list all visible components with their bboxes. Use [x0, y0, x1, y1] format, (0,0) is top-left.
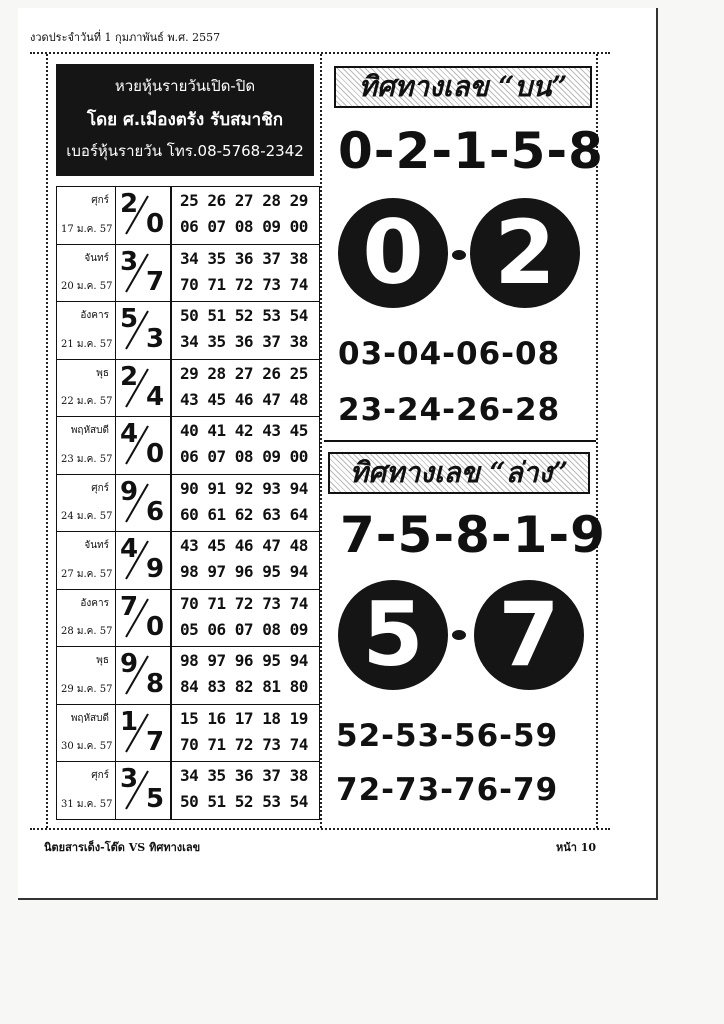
result-top-digit: 7 — [120, 591, 139, 622]
date-label: 30 ม.ค. 57 — [61, 741, 113, 752]
result-bottom-digit: 9 — [146, 554, 165, 584]
number-sets — [172, 532, 319, 589]
bottom-number-set: 70 71 72 73 74 — [180, 734, 308, 754]
result-pair — [116, 187, 172, 244]
date-label: 27 ม.ค. 57 — [61, 568, 113, 580]
top-number-set: 43 45 46 47 48 — [180, 536, 308, 555]
number-sets — [172, 762, 319, 819]
day-cell — [57, 475, 116, 532]
day-cell — [57, 302, 116, 359]
day-name: ศุกร์ — [91, 770, 109, 781]
banner-line-3: เบอร์หุ้นรายวัน โทร.08-5768-2342 — [66, 142, 304, 160]
result-top-digit: 3 — [120, 246, 139, 277]
bottom-number-set: 60 61 62 63 64 — [180, 504, 308, 524]
day-name: พุธ — [96, 367, 109, 379]
number-sets — [172, 245, 319, 302]
number-sets — [172, 647, 319, 704]
result-top-digit: 9 — [120, 476, 139, 507]
table-row — [57, 360, 319, 418]
number-sets — [172, 302, 319, 359]
top-number-set: 29 28 27 26 25 — [180, 363, 308, 383]
result-bottom-digit: 5 — [146, 784, 165, 814]
day-name: อังคาร — [80, 597, 109, 609]
upper-circle-left: 0 — [338, 198, 448, 308]
date-label: 22 ม.ค. 57 — [61, 396, 113, 407]
bottom-number-set: 43 45 46 47 48 — [180, 389, 308, 409]
number-sets — [172, 417, 319, 474]
lower-connector-dot — [452, 630, 466, 640]
result-top-digit: 9 — [120, 649, 139, 679]
top-number-set: 15 16 17 18 19 — [180, 708, 308, 728]
day-name: ศุกร์ — [91, 482, 109, 494]
footer-page-number: หน้า 10 — [556, 841, 597, 854]
result-pair — [116, 647, 172, 704]
table-row — [57, 475, 319, 533]
top-number-set: 34 35 36 37 38 — [180, 248, 308, 268]
number-sets — [172, 705, 319, 762]
day-cell — [57, 532, 116, 589]
result-bottom-digit: 3 — [146, 324, 165, 354]
result-bottom-digit: 0 — [146, 611, 165, 642]
lower-set-2: 72-73-76-79 — [336, 772, 559, 808]
footer-magazine: นิตยสารเด็ง-โต๊ด VS ทิศทางเลข — [44, 841, 201, 854]
lower-title: ทิศทางเลข “ล่าง” — [328, 452, 590, 494]
table-row — [57, 590, 319, 648]
bottom-number-set: 98 97 96 95 94 — [180, 562, 308, 581]
result-top-digit: 4 — [120, 534, 139, 564]
date-label: 17 ม.ค. 57 — [61, 223, 113, 235]
banner-line-2: โดย ศ.เมืองตรัง รับสมาชิก — [86, 110, 284, 130]
table-row — [57, 762, 319, 819]
day-cell — [57, 360, 116, 417]
upper-set-2: 23-24-26-28 — [338, 392, 561, 428]
promo-banner — [56, 64, 314, 176]
result-bottom-digit: 0 — [146, 439, 165, 469]
date-label: 23 ม.ค. 57 — [61, 453, 113, 465]
date-label: 21 ม.ค. 57 — [61, 338, 113, 350]
bottom-dotted-rule — [30, 828, 610, 830]
lower-sequence: 7-5-8-1-9 — [340, 506, 606, 564]
table-row — [57, 705, 319, 763]
upper-circle-right: 2 — [470, 198, 580, 308]
upper-title: ทิศทางเลข “บน” — [334, 66, 592, 108]
day-cell — [57, 417, 116, 474]
date-label: 20 ม.ค. 57 — [61, 281, 113, 292]
center-dotted-border — [320, 54, 322, 828]
issue-header: งวดประจำวันที่ 1 กุมภาพันธ์ พ.ศ. 2557 — [30, 31, 221, 44]
table-row — [57, 187, 319, 245]
day-name: พุธ — [96, 655, 109, 666]
result-top-digit: 5 — [120, 304, 139, 334]
day-name: จันทร์ — [84, 252, 109, 264]
bottom-number-set: 84 83 82 81 80 — [180, 677, 308, 696]
top-number-set: 70 71 72 73 74 — [180, 593, 308, 613]
day-name: จันทร์ — [84, 540, 109, 551]
result-pair — [116, 532, 172, 589]
result-bottom-digit: 4 — [146, 381, 165, 412]
result-top-digit: 2 — [120, 361, 139, 392]
top-number-set: 90 91 92 93 94 — [180, 478, 308, 498]
day-name: พฤหัสบดี — [70, 425, 109, 436]
bottom-number-set: 70 71 72 73 74 — [180, 274, 308, 294]
bottom-number-set: 34 35 36 37 38 — [180, 332, 308, 351]
upper-connector-dot — [452, 250, 466, 260]
result-top-digit: 3 — [120, 764, 139, 794]
table-row — [57, 417, 319, 475]
result-top-digit: 4 — [120, 419, 139, 449]
number-sets — [172, 187, 319, 244]
daily-results-table — [56, 186, 320, 820]
result-pair — [116, 417, 172, 474]
result-pair — [116, 590, 172, 647]
lower-circle-left: 5 — [338, 580, 448, 690]
bottom-number-set: 06 07 08 09 00 — [180, 217, 308, 236]
left-dotted-border — [46, 54, 48, 828]
result-bottom-digit: 8 — [146, 669, 165, 699]
day-cell — [57, 705, 116, 762]
result-pair — [116, 360, 172, 417]
table-row — [57, 647, 319, 705]
bottom-number-set: 06 07 08 09 00 — [180, 447, 308, 466]
result-bottom-digit: 7 — [146, 266, 165, 297]
result-pair — [116, 245, 172, 302]
top-number-set: 40 41 42 43 45 — [180, 421, 308, 440]
table-row — [57, 245, 319, 303]
result-top-digit: 2 — [120, 189, 139, 219]
section-divider — [324, 440, 596, 442]
result-pair — [116, 705, 172, 762]
date-label: 28 ม.ค. 57 — [61, 626, 113, 637]
top-number-set: 98 97 96 95 94 — [180, 651, 308, 670]
bottom-number-set: 05 06 07 08 09 — [180, 619, 308, 639]
day-name: ศุกร์ — [91, 195, 109, 206]
top-number-set: 25 26 27 28 29 — [180, 191, 308, 210]
day-cell — [57, 647, 116, 704]
upper-sequence: 0-2-1-5-8 — [338, 122, 604, 180]
upper-set-1: 03-04-06-08 — [338, 336, 561, 372]
result-bottom-digit: 7 — [146, 726, 165, 757]
day-name: พฤหัสบดี — [70, 712, 109, 724]
result-pair — [116, 475, 172, 532]
date-label: 31 ม.ค. 57 — [61, 798, 113, 810]
day-cell — [57, 187, 116, 244]
top-number-set: 34 35 36 37 38 — [180, 766, 308, 785]
number-sets — [172, 360, 319, 417]
result-top-digit: 1 — [120, 706, 139, 737]
lower-circle-right: 7 — [474, 580, 584, 690]
date-label: 29 ม.ค. 57 — [61, 683, 113, 695]
date-label: 24 ม.ค. 57 — [61, 511, 113, 522]
result-pair — [116, 762, 172, 819]
number-sets — [172, 590, 319, 647]
table-row — [57, 302, 319, 360]
day-cell — [57, 245, 116, 302]
lower-set-1: 52-53-56-59 — [336, 718, 559, 754]
table-row — [57, 532, 319, 590]
day-cell — [57, 762, 116, 819]
number-sets — [172, 475, 319, 532]
result-bottom-digit: 0 — [146, 209, 165, 239]
result-pair — [116, 302, 172, 359]
day-cell — [57, 590, 116, 647]
result-bottom-digit: 6 — [146, 496, 165, 527]
day-name: อังคาร — [80, 310, 109, 321]
banner-line-1: หวยหุ้นรายวันเปิด-ปิด — [114, 77, 256, 95]
top-number-set: 50 51 52 53 54 — [180, 306, 308, 325]
bottom-number-set: 50 51 52 53 54 — [180, 792, 308, 811]
